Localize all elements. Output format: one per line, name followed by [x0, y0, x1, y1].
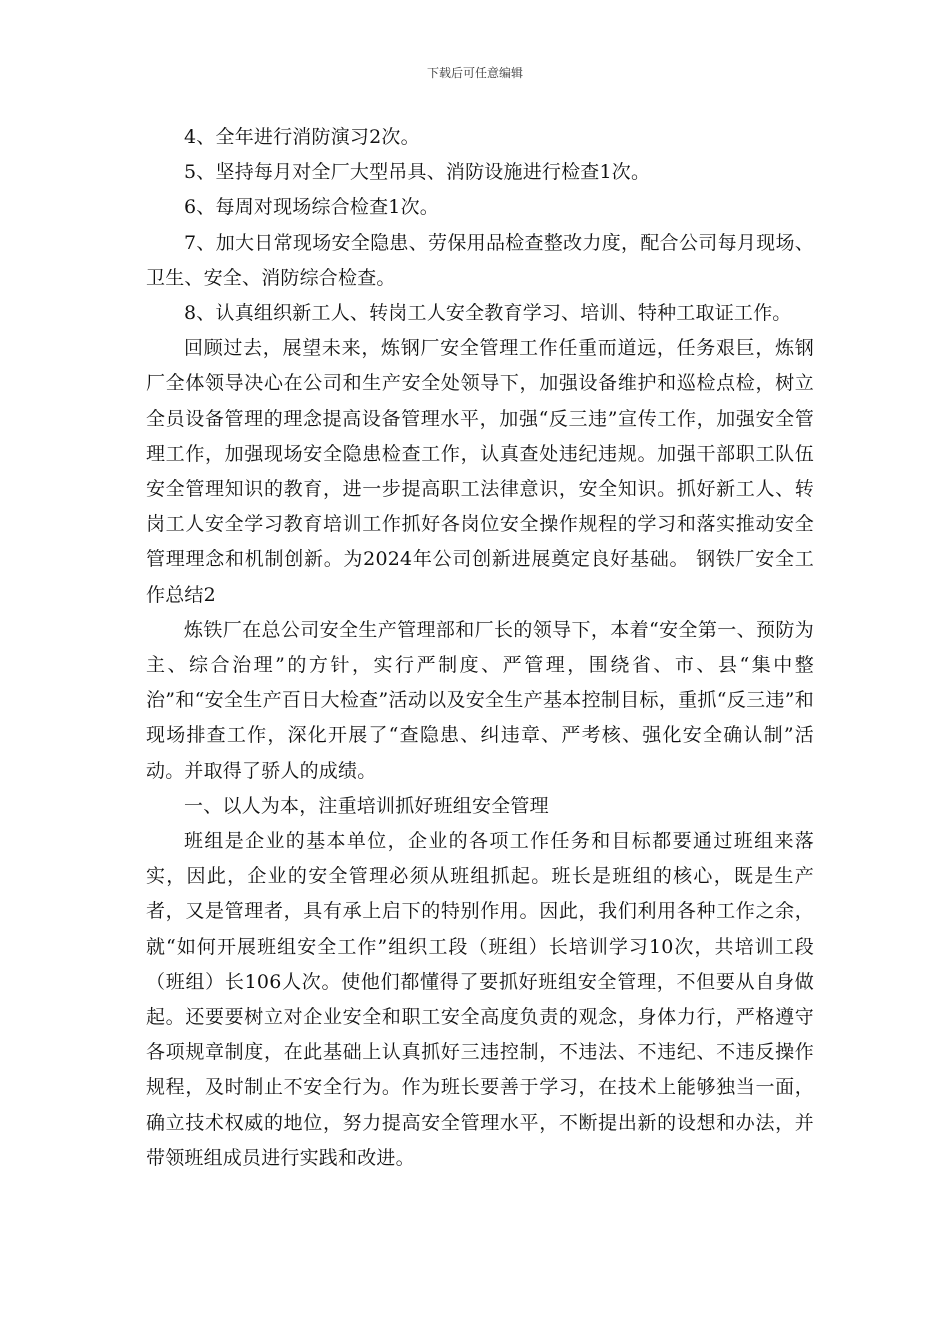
paragraph-review: 回顾过去，展望未来，炼钢厂安全管理工作任重而道远，任务艰巨，炼钢厂全体领导决心在公司和生产安全处领导下，加强设备维护和巡检点检，树立全员设备管理的理念提高设备管理水平，加强“反三违”宣传工作，加强安全管理工作，加强现场安全隐患检查工作，认真查处违纪违规。加强干部职工队伍安全管理知识的教育，进一步提高职工法律意识，安全知识。抓好新工人、转岗工人安全学习教育培训工作抓好各岗位安全操作规程的学习和落实推动安全管理理念和机制创新。为2024年公司创新进展奠定良好基础。 钢铁厂安全工作总结2	[146, 337, 814, 606]
document-body	[146, 120, 814, 1176]
list-item-4: 4、全年进行消防演习2次。	[184, 126, 420, 148]
page-header: 下载后可任意编辑	[426, 66, 523, 80]
list-item-5: 5、坚持每月对全厂大型吊具、消防设施进行检查1次。	[184, 161, 651, 184]
paragraph-team-management: 班组是企业的基本单位，企业的各项工作任务和目标都要通过班组来落实，因此，企业的安全管理必须从班组抓起。班长是班组的核心，既是生产者，又是管理者，具有承上启下的特别作用。因此，我们利用各种工作之余，就“如何开展班组安全工作”组织工段（班组）长培训学习10次，共培训工段（班组）长106人次。使他们都懂得了要抓好班组安全管理，不但要从自身做起。还要要树立对企业安全和职工安全高度负责的观念，身体力行，严格遵守各项规章制度，在此基础上认真抓好三违控制，不违法、不违纪、不违反操作规程，及时制止不安全行为。作为班长要善于学习，在技术上能够独当一面，确立技术权威的地位，努力提高安全管理水平，不断提出新的设想和办法，并带领班组成员进行实践和改进。	[146, 830, 814, 1169]
list-item-6: 6、每周对现场综合检查1次。	[184, 196, 439, 219]
section-heading-1: 一、以人为本，注重培训抓好班组安全管理	[184, 794, 549, 817]
list-item-8: 8、认真组织新工人、转岗工人安全教育学习、培训、特种工取证工作。	[184, 302, 792, 325]
paragraph-ironworks: 炼铁厂在总公司安全生产管理部和厂长的领导下，本着“安全第一、预防为主、综合治理”的方针，实行严制度、严管理，围绕省、市、县“集中整治”和“安全生产百日大检查”活动以及安全生产基本控制目标，重抓“反三违”和现场排查工作，深化开展了“查隐患、纠违章、严考核、强化安全确认制”活动。并取得了骄人的成绩。	[146, 618, 814, 782]
list-item-7: 7、加大日常现场安全隐患、劳保用品检查整改力度，配合公司每月现场、卫生、安全、消防综合检查。	[146, 231, 814, 289]
